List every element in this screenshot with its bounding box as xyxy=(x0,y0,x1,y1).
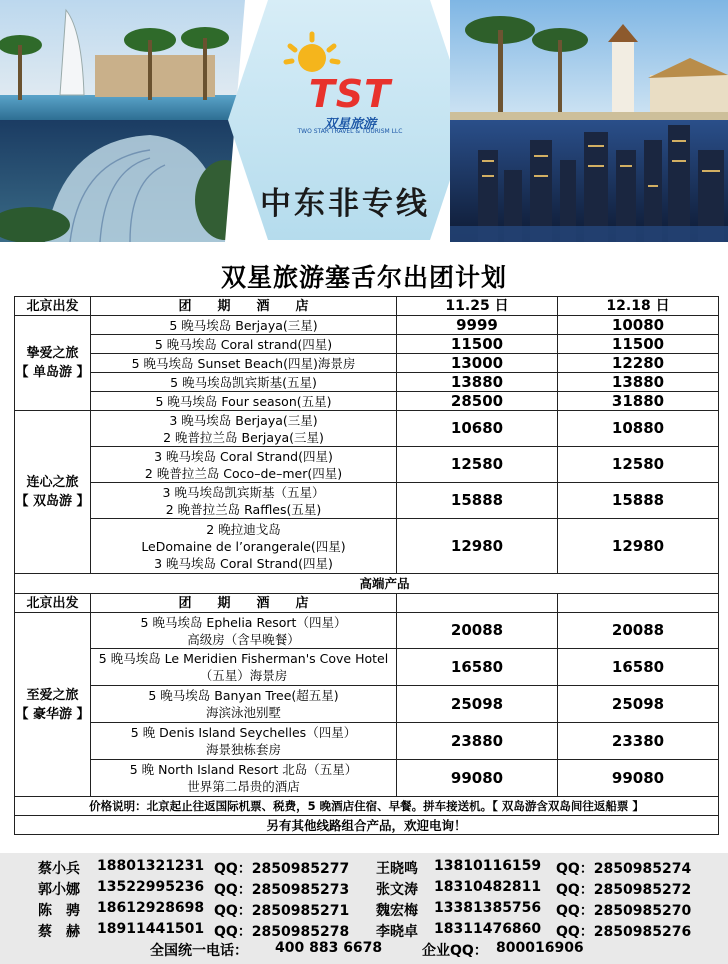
hotel-cell xyxy=(91,686,397,723)
hotel-line: 2 晚普拉兰岛 Raffles(五星) xyxy=(165,501,322,517)
hotel-line: LeDomaine de l’orangerale(四星) xyxy=(141,538,346,554)
page-title: 双星旅游塞舌尔出团计划 xyxy=(220,263,507,292)
hotel-line: 2 晚普拉兰岛 Berjaya(三星) xyxy=(163,429,324,445)
contact-qq: QQ：2850985272 xyxy=(556,882,692,898)
banner-title: 中东非专线 xyxy=(260,186,430,222)
group-type: 【 单岛游 】 xyxy=(15,365,90,380)
contact-name: 王晓鸣 xyxy=(376,861,418,877)
header-departure: 北京出发 xyxy=(15,297,91,316)
hotel-line: 3 晚马埃岛 Berjaya(三星) xyxy=(169,412,318,428)
table-header-row xyxy=(15,297,719,316)
price-cell: 11500 xyxy=(558,335,719,354)
price-cell: 20088 xyxy=(397,613,558,649)
hotel-cell: 5 晚马埃岛 Berjaya(三星) xyxy=(91,316,397,335)
contact-name: 蔡 赫 xyxy=(38,924,80,940)
contact-phone: 13810116159 xyxy=(434,858,542,874)
hotel-cell xyxy=(91,760,397,797)
price-cell: 23880 xyxy=(397,723,558,760)
table-row xyxy=(15,354,719,373)
contact-phone: 13381385756 xyxy=(434,900,542,916)
hotel-line: 2 晚普拉兰岛 Coco–de–mer(四星) xyxy=(144,465,343,481)
tour-price-table xyxy=(14,296,719,835)
hotline-label: 全国统一电话： xyxy=(150,943,248,959)
table-row xyxy=(15,335,719,354)
price-cell: 31880 xyxy=(558,392,719,411)
hotel-line: 3 晚马埃岛 Coral Strand(四星) xyxy=(154,448,333,464)
contact-qq: QQ：2850985271 xyxy=(214,903,350,919)
price-cell: 12980 xyxy=(558,519,719,574)
contact-name: 李晓卓 xyxy=(376,924,418,940)
price-cell: 99080 xyxy=(558,760,719,797)
hotel-cell: 5 晚马埃岛 Coral strand(四星) xyxy=(91,335,397,354)
table-row xyxy=(15,613,719,649)
header-date-1: 11.25 日 xyxy=(397,297,558,316)
table-row xyxy=(15,519,719,574)
table-row xyxy=(15,411,719,447)
contact-phone: 18801321231 xyxy=(97,858,205,874)
other-note: 另有其他线路组合产品，欢迎电询！ xyxy=(15,816,719,835)
price-cell: 25098 xyxy=(397,686,558,723)
price-cell: 12280 xyxy=(558,354,719,373)
price-cell: 12580 xyxy=(558,447,719,483)
price-cell: 13880 xyxy=(397,373,558,392)
table-row xyxy=(15,447,719,483)
table-row xyxy=(15,686,719,723)
price-cell: 99080 xyxy=(397,760,558,797)
contact-row xyxy=(0,900,728,921)
header-empty xyxy=(558,594,719,613)
contact-row xyxy=(0,921,728,942)
contact-qq: QQ：2850985277 xyxy=(214,861,350,877)
price-cell: 16580 xyxy=(397,649,558,686)
hotel-line: 3 晚马埃岛 Coral Strand(四星) xyxy=(154,555,333,571)
hotel-line: 世界第二昂贵的酒店 xyxy=(187,779,300,794)
hotline-number: 400 883 6678 xyxy=(275,940,383,956)
header-hotel: 团 期 酒 店 xyxy=(91,297,397,316)
contact-name: 魏宏梅 xyxy=(376,903,418,919)
group-label-double-island xyxy=(15,411,91,574)
hotel-cell xyxy=(91,411,397,447)
price-cell: 16580 xyxy=(558,649,719,686)
price-cell: 11500 xyxy=(397,335,558,354)
premium-section-row xyxy=(15,574,719,594)
hotel-line: （五星）海景房 xyxy=(199,668,288,683)
price-cell: 28500 xyxy=(397,392,558,411)
logo-text: TST xyxy=(308,72,392,116)
logo-english-name: TWO STAR TRAVEL & TOURISM LLC xyxy=(297,128,403,135)
logo-chinese-name: 双星旅游 xyxy=(323,117,376,132)
price-cell: 25098 xyxy=(558,686,719,723)
hotel-line: 5 晚马埃岛 Le Meridien Fisherman's Cove Hotel xyxy=(98,651,389,666)
price-cell: 13000 xyxy=(397,354,558,373)
hotel-cell: 5 晚马埃岛凯宾斯基(五星) xyxy=(91,373,397,392)
hotel-line: 海景独栋套房 xyxy=(205,742,281,757)
group-name: 连心之旅 xyxy=(26,475,79,490)
hotel-cell: 5 晚马埃岛 Four season(五星) xyxy=(91,392,397,411)
header-departure: 北京出发 xyxy=(15,594,91,613)
contact-qq: QQ：2850985278 xyxy=(214,924,350,940)
contact-phone: 18311476860 xyxy=(434,921,542,937)
premium-label-text: 高端产品 xyxy=(359,576,410,591)
hotel-line: 5 晚 Denis Island Seychelles（四星） xyxy=(130,725,357,740)
hotel-line: 5 晚马埃岛 Ephelia Resort（四星） xyxy=(140,614,347,630)
hotel-cell xyxy=(91,649,397,686)
group-type: 【 双岛游 】 xyxy=(15,494,90,509)
header-date-2: 12.18 日 xyxy=(558,297,719,316)
other-note-row xyxy=(15,816,719,835)
price-cell: 10680 xyxy=(397,411,558,447)
company-qq: 800016906 xyxy=(496,940,584,956)
price-cell: 13880 xyxy=(558,373,719,392)
contact-qq: QQ：2850985276 xyxy=(556,924,692,940)
table-row xyxy=(15,649,719,686)
hotel-cell xyxy=(91,519,397,574)
price-cell: 9999 xyxy=(397,316,558,335)
table-row xyxy=(15,316,719,335)
contact-row xyxy=(0,879,728,900)
contact-name: 张文涛 xyxy=(376,882,418,898)
group-type: 【 豪华游 】 xyxy=(15,706,90,722)
hotel-cell xyxy=(91,483,397,519)
hotel-line: 5 晚马埃岛 Banyan Tree(超五星) xyxy=(148,688,339,703)
hotel-cell xyxy=(91,723,397,760)
table-row xyxy=(15,760,719,797)
price-cell: 15888 xyxy=(558,483,719,519)
price-cell: 12980 xyxy=(397,519,558,574)
contact-name: 陈 骋 xyxy=(38,903,80,919)
group-label-luxury xyxy=(15,613,91,797)
table-row xyxy=(15,723,719,760)
group-name: 至爱之旅 xyxy=(26,687,79,703)
table-header-row xyxy=(15,594,719,613)
contact-qq: QQ：2850985274 xyxy=(556,861,692,877)
hotel-cell xyxy=(91,613,397,649)
price-note: 价格说明：北京起止往返国际机票、税费，5 晚酒店住宿、早餐。拼车接送机。【 双岛游含双岛间往返船票 】 xyxy=(15,797,719,816)
company-qq-label: 企业QQ： xyxy=(422,943,488,959)
hotline-row xyxy=(0,940,728,961)
contact-phone: 13522995236 xyxy=(97,879,205,895)
hotel-cell: 5 晚马埃岛 Sunset Beach(四星)海景房 xyxy=(91,354,397,373)
contact-name: 郭小娜 xyxy=(38,882,80,898)
contact-qq: QQ：2850985273 xyxy=(214,882,350,898)
price-cell: 12580 xyxy=(397,447,558,483)
contact-qq: QQ：2850985270 xyxy=(556,903,692,919)
table-row xyxy=(15,373,719,392)
hotel-cell xyxy=(91,447,397,483)
price-cell: 23380 xyxy=(558,723,719,760)
price-note-row xyxy=(15,797,719,816)
contact-phone: 18612928698 xyxy=(97,900,205,916)
banner xyxy=(0,0,728,242)
contact-phone: 18310482811 xyxy=(434,879,542,895)
hotel-line: 海滨泳池别墅 xyxy=(205,705,281,720)
contact-row xyxy=(0,858,728,879)
premium-label xyxy=(15,574,719,594)
hotel-line: 高级房（含早晚餐） xyxy=(187,631,300,647)
contacts-section xyxy=(0,853,728,964)
group-name: 挚爱之旅 xyxy=(26,346,79,361)
group-label-single-island xyxy=(15,316,91,411)
price-cell: 15888 xyxy=(397,483,558,519)
price-cell: 10880 xyxy=(558,411,719,447)
header-empty xyxy=(397,594,558,613)
price-cell: 10080 xyxy=(558,316,719,335)
hotel-line: 5 晚 North Island Resort 北岛（五星） xyxy=(129,762,358,777)
price-cell: 20088 xyxy=(558,613,719,649)
hotel-line: 3 晚马埃岛凯宾斯基（五星） xyxy=(162,484,325,500)
header-hotel: 团 期 酒 店 xyxy=(91,594,397,613)
table-row xyxy=(15,392,719,411)
contact-name: 蔡小兵 xyxy=(38,861,80,877)
table-row xyxy=(15,483,719,519)
hotel-line: 2 晚拉迪戈岛 xyxy=(206,521,281,537)
contact-phone: 18911441501 xyxy=(97,921,205,937)
